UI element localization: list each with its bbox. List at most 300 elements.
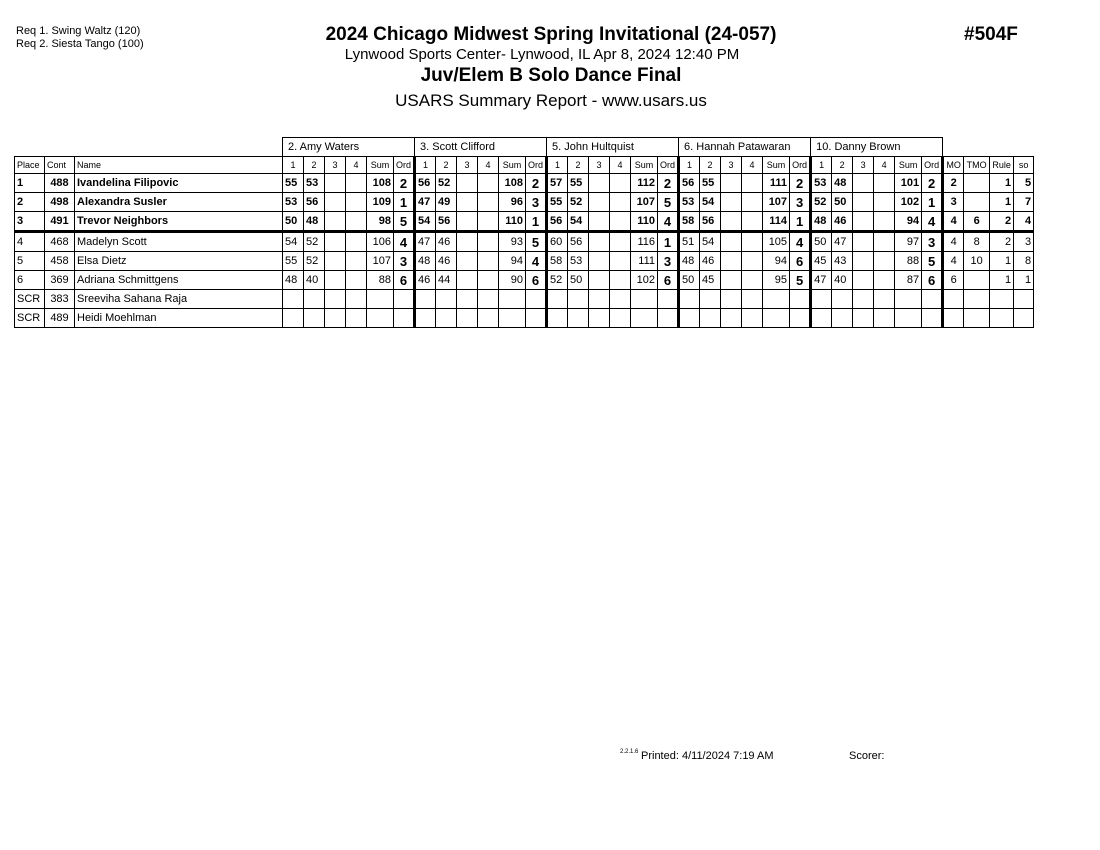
score-cell: 50 — [832, 193, 853, 212]
ordinal-cell — [922, 290, 943, 309]
score-cell — [589, 174, 610, 193]
score-cell — [874, 252, 895, 271]
table-row — [15, 174, 1034, 193]
tmo-cell — [964, 309, 990, 328]
score-cell — [610, 309, 631, 328]
venue-date: Lynwood Sports Center- Lynwood, IL Apr 8, 2024 12:40 PM — [344, 46, 740, 63]
tmo-cell — [964, 290, 990, 309]
score-cell: 47 — [415, 193, 436, 212]
col-header-score: 4 — [346, 157, 367, 174]
score-cell — [721, 290, 742, 309]
ordinal-cell: 6 — [526, 271, 547, 290]
place-cell: 3 — [15, 212, 45, 232]
so-cell: 4 — [1014, 212, 1034, 232]
score-cell — [457, 309, 478, 328]
score-cell — [436, 290, 457, 309]
score-cell: 52 — [304, 232, 325, 252]
rule-cell: 1 — [990, 252, 1014, 271]
score-cell — [346, 309, 367, 328]
rule-cell — [990, 309, 1014, 328]
score-cell — [415, 309, 436, 328]
ordinal-cell: 4 — [394, 232, 415, 252]
score-cell — [457, 174, 478, 193]
score-cell — [811, 309, 832, 328]
score-cell: 53 — [283, 193, 304, 212]
score-cell — [874, 193, 895, 212]
column-header-row — [15, 157, 1034, 174]
sum-cell — [499, 290, 526, 309]
score-cell — [589, 309, 610, 328]
score-cell: 47 — [832, 232, 853, 252]
ordinal-cell: 5 — [790, 271, 811, 290]
score-cell — [478, 174, 499, 193]
score-cell — [610, 193, 631, 212]
score-cell: 53 — [679, 193, 700, 212]
score-cell — [721, 212, 742, 232]
score-cell — [589, 193, 610, 212]
competition-title: 2024 Chicago Midwest Spring Invitational (24-057) — [325, 24, 777, 45]
table-row — [15, 212, 1034, 232]
col-header-score: Ord — [790, 157, 811, 174]
score-cell: 56 — [436, 212, 457, 232]
score-cell: 58 — [547, 252, 568, 271]
col-header-score: Sum — [499, 157, 526, 174]
table-row — [15, 232, 1034, 252]
sum-cell: 109 — [367, 193, 394, 212]
col-header-name: Name — [75, 157, 283, 174]
score-cell — [346, 290, 367, 309]
sum-cell: 106 — [367, 232, 394, 252]
ordinal-cell: 5 — [394, 212, 415, 232]
score-cell: 54 — [568, 212, 589, 232]
col-header-score: Ord — [526, 157, 547, 174]
place-cell: SCR — [15, 309, 45, 328]
rule-cell — [990, 290, 1014, 309]
skater-name: Alexandra Susler — [75, 193, 283, 212]
score-cell: 54 — [283, 232, 304, 252]
rule-cell: 1 — [990, 271, 1014, 290]
ordinal-cell: 2 — [790, 174, 811, 193]
mo-cell: 4 — [943, 252, 964, 271]
score-cell — [568, 290, 589, 309]
col-header-score: Ord — [658, 157, 679, 174]
score-cell — [346, 212, 367, 232]
col-header-score: 2 — [568, 157, 589, 174]
so-cell — [1014, 290, 1034, 309]
score-cell: 57 — [547, 174, 568, 193]
ordinal-cell: 3 — [922, 232, 943, 252]
sum-cell: 107 — [367, 252, 394, 271]
score-cell: 46 — [415, 271, 436, 290]
score-cell: 54 — [700, 232, 721, 252]
score-cell: 46 — [436, 252, 457, 271]
cont-cell: 468 — [45, 232, 75, 252]
score-cell — [325, 212, 346, 232]
score-cell: 40 — [832, 271, 853, 290]
score-cell — [742, 252, 763, 271]
ordinal-cell — [526, 290, 547, 309]
score-cell — [721, 174, 742, 193]
tmo-cell — [964, 193, 990, 212]
score-cell — [325, 193, 346, 212]
sum-cell: 94 — [763, 252, 790, 271]
col-header-score: 3 — [457, 157, 478, 174]
score-cell — [853, 212, 874, 232]
score-cell: 52 — [436, 174, 457, 193]
ordinal-cell: 6 — [922, 271, 943, 290]
skater-name: Ivandelina Filipovic — [75, 174, 283, 193]
col-header-tmo: TMO — [964, 157, 990, 174]
printed-timestamp: Printed: 4/11/2024 7:19 AM — [641, 750, 774, 762]
score-cell — [742, 290, 763, 309]
ordinal-cell: 4 — [526, 252, 547, 271]
ordinal-cell: 5 — [658, 193, 679, 212]
event-number: #504F — [964, 24, 1018, 45]
event-title: Juv/Elem B Solo Dance Final — [420, 65, 682, 86]
sum-cell: 112 — [631, 174, 658, 193]
score-cell: 56 — [679, 174, 700, 193]
sum-cell: 108 — [367, 174, 394, 193]
score-cell — [874, 232, 895, 252]
ordinal-cell: 2 — [658, 174, 679, 193]
score-cell — [853, 232, 874, 252]
score-cell — [478, 252, 499, 271]
cont-cell: 369 — [45, 271, 75, 290]
ordinal-cell: 2 — [922, 174, 943, 193]
score-cell — [325, 232, 346, 252]
table-row — [15, 290, 1034, 309]
sum-cell: 105 — [763, 232, 790, 252]
score-cell: 46 — [436, 232, 457, 252]
ordinal-cell: 3 — [790, 193, 811, 212]
score-cell: 48 — [283, 271, 304, 290]
so-cell: 1 — [1014, 271, 1034, 290]
ordinal-cell — [658, 290, 679, 309]
score-cell — [346, 271, 367, 290]
col-header-score: 3 — [853, 157, 874, 174]
col-header-score: 3 — [325, 157, 346, 174]
sum-cell — [763, 309, 790, 328]
ordinal-cell — [526, 309, 547, 328]
blank-cell — [15, 138, 283, 157]
score-cell — [478, 232, 499, 252]
score-cell — [610, 290, 631, 309]
sum-cell: 101 — [895, 174, 922, 193]
col-header-score: Ord — [394, 157, 415, 174]
score-cell — [478, 193, 499, 212]
score-cell: 52 — [811, 193, 832, 212]
table-row — [15, 252, 1034, 271]
score-cell: 55 — [700, 174, 721, 193]
col-header-score: Sum — [367, 157, 394, 174]
score-cell — [721, 309, 742, 328]
sum-cell: 90 — [499, 271, 526, 290]
skater-name: Sreeviha Sahana Raja — [75, 290, 283, 309]
ordinal-cell: 6 — [790, 252, 811, 271]
sum-cell: 111 — [631, 252, 658, 271]
score-cell: 45 — [700, 271, 721, 290]
score-cell: 46 — [700, 252, 721, 271]
mo-cell: 6 — [943, 271, 964, 290]
blank-cell — [943, 138, 1034, 157]
sum-cell: 107 — [631, 193, 658, 212]
place-cell: 4 — [15, 232, 45, 252]
sum-cell: 102 — [631, 271, 658, 290]
score-cell: 55 — [283, 174, 304, 193]
requirement-1: Req 1. Swing Waltz (120) — [16, 25, 141, 37]
score-cell: 50 — [568, 271, 589, 290]
score-cell — [589, 290, 610, 309]
mo-cell: 3 — [943, 193, 964, 212]
sum-cell: 94 — [895, 212, 922, 232]
cont-cell: 383 — [45, 290, 75, 309]
sum-cell — [895, 290, 922, 309]
col-header-score: 2 — [436, 157, 457, 174]
col-header-score: Ord — [922, 157, 943, 174]
ordinal-cell: 2 — [526, 174, 547, 193]
score-cell — [742, 232, 763, 252]
col-header-so: so — [1014, 157, 1034, 174]
score-cell — [547, 290, 568, 309]
score-cell: 52 — [568, 193, 589, 212]
score-cell: 46 — [832, 212, 853, 232]
col-header-score: 2 — [832, 157, 853, 174]
score-cell — [700, 290, 721, 309]
skater-name: Trevor Neighbors — [75, 212, 283, 232]
judge-name: 6. Hannah Patawaran — [679, 138, 811, 157]
score-cell — [568, 309, 589, 328]
score-cell — [325, 252, 346, 271]
sum-cell — [631, 290, 658, 309]
score-cell — [742, 193, 763, 212]
col-header-score: Sum — [895, 157, 922, 174]
score-cell — [325, 174, 346, 193]
mo-cell — [943, 309, 964, 328]
score-cell: 55 — [283, 252, 304, 271]
skater-name: Elsa Dietz — [75, 252, 283, 271]
score-cell — [457, 232, 478, 252]
cont-cell: 489 — [45, 309, 75, 328]
col-header-cont: Cont — [45, 157, 75, 174]
col-header-score: Sum — [763, 157, 790, 174]
score-cell: 48 — [679, 252, 700, 271]
score-cell — [346, 252, 367, 271]
col-header-mo: MO — [943, 157, 964, 174]
score-cell — [874, 174, 895, 193]
rule-cell: 2 — [990, 232, 1014, 252]
ordinal-cell: 4 — [922, 212, 943, 232]
col-header-score: 3 — [589, 157, 610, 174]
tmo-cell: 10 — [964, 252, 990, 271]
col-header-score: 4 — [742, 157, 763, 174]
skater-name: Adriana Schmittgens — [75, 271, 283, 290]
mo-cell: 2 — [943, 174, 964, 193]
sum-cell: 114 — [763, 212, 790, 232]
sum-cell: 88 — [367, 271, 394, 290]
ordinal-cell: 2 — [394, 174, 415, 193]
score-cell: 54 — [415, 212, 436, 232]
ordinal-cell: 5 — [922, 252, 943, 271]
ordinal-cell: 6 — [658, 271, 679, 290]
ordinal-cell: 5 — [526, 232, 547, 252]
ordinal-cell: 1 — [526, 212, 547, 232]
col-header-score: 4 — [874, 157, 895, 174]
ordinal-cell: 3 — [526, 193, 547, 212]
col-header-score: 3 — [721, 157, 742, 174]
score-cell — [325, 271, 346, 290]
sum-cell — [895, 309, 922, 328]
score-cell — [346, 193, 367, 212]
ordinal-cell — [658, 309, 679, 328]
mo-cell — [943, 290, 964, 309]
mo-cell: 4 — [943, 212, 964, 232]
score-cell — [853, 252, 874, 271]
score-cell — [589, 232, 610, 252]
cont-cell: 498 — [45, 193, 75, 212]
place-cell: SCR — [15, 290, 45, 309]
col-header-score: 1 — [283, 157, 304, 174]
ordinal-cell: 6 — [394, 271, 415, 290]
score-cell — [415, 290, 436, 309]
judge-name: 10. Danny Brown — [811, 138, 943, 157]
judge-header-row — [15, 138, 1034, 157]
sum-cell: 110 — [499, 212, 526, 232]
col-header-score: 1 — [415, 157, 436, 174]
score-cell — [304, 290, 325, 309]
place-cell: 6 — [15, 271, 45, 290]
score-cell: 47 — [811, 271, 832, 290]
score-cell: 55 — [547, 193, 568, 212]
score-cell — [874, 309, 895, 328]
score-cell — [853, 290, 874, 309]
score-cell — [874, 212, 895, 232]
score-cell — [478, 290, 499, 309]
cont-cell: 488 — [45, 174, 75, 193]
ordinal-cell: 3 — [394, 252, 415, 271]
ordinal-cell: 1 — [394, 193, 415, 212]
table-row — [15, 271, 1034, 290]
place-cell: 2 — [15, 193, 45, 212]
score-cell — [874, 290, 895, 309]
judge-name: 5. John Hultquist — [547, 138, 679, 157]
col-header-rule: Rule — [990, 157, 1014, 174]
sum-cell: 94 — [499, 252, 526, 271]
score-cell — [457, 193, 478, 212]
score-cell: 53 — [304, 174, 325, 193]
score-cell: 48 — [811, 212, 832, 232]
score-cell: 53 — [568, 252, 589, 271]
score-cell: 51 — [679, 232, 700, 252]
ordinal-cell: 3 — [658, 252, 679, 271]
col-header-score: 2 — [700, 157, 721, 174]
ordinal-cell — [394, 290, 415, 309]
score-cell: 52 — [547, 271, 568, 290]
tmo-cell — [964, 174, 990, 193]
score-cell — [832, 290, 853, 309]
score-cell: 49 — [436, 193, 457, 212]
col-header-score: 1 — [679, 157, 700, 174]
rule-cell: 1 — [990, 193, 1014, 212]
col-header-place: Place — [15, 157, 45, 174]
rule-cell: 1 — [990, 174, 1014, 193]
score-cell: 58 — [679, 212, 700, 232]
sum-cell: 111 — [763, 174, 790, 193]
score-cell — [346, 232, 367, 252]
score-cell — [742, 212, 763, 232]
mo-cell: 4 — [943, 232, 964, 252]
skater-name: Madelyn Scott — [75, 232, 283, 252]
sum-cell: 102 — [895, 193, 922, 212]
tmo-cell: 6 — [964, 212, 990, 232]
score-cell — [589, 212, 610, 232]
sum-cell: 98 — [367, 212, 394, 232]
cont-cell: 458 — [45, 252, 75, 271]
ordinal-cell: 4 — [658, 212, 679, 232]
requirement-2: Req 2. Siesta Tango (100) — [16, 38, 144, 50]
score-cell — [832, 309, 853, 328]
score-cell — [457, 212, 478, 232]
so-cell: 8 — [1014, 252, 1034, 271]
score-cell — [304, 309, 325, 328]
score-cell — [742, 174, 763, 193]
score-cell: 45 — [811, 252, 832, 271]
score-cell — [610, 174, 631, 193]
score-cell — [346, 174, 367, 193]
score-cell — [610, 232, 631, 252]
ordinal-cell: 1 — [658, 232, 679, 252]
so-cell: 3 — [1014, 232, 1034, 252]
score-cell: 50 — [811, 232, 832, 252]
score-cell: 40 — [304, 271, 325, 290]
ordinal-cell: 4 — [790, 232, 811, 252]
col-header-score: 4 — [610, 157, 631, 174]
version-label: 2.2.1.6 — [620, 749, 639, 755]
score-cell — [679, 290, 700, 309]
report-title: USARS Summary Report - www.usars.us — [395, 91, 707, 110]
col-header-score: 4 — [478, 157, 499, 174]
table-row — [15, 309, 1034, 328]
sum-cell: 108 — [499, 174, 526, 193]
score-cell — [811, 290, 832, 309]
sum-cell: 87 — [895, 271, 922, 290]
ordinal-cell — [790, 290, 811, 309]
sum-cell: 107 — [763, 193, 790, 212]
sum-cell — [367, 290, 394, 309]
col-header-score: Sum — [631, 157, 658, 174]
results-table — [14, 137, 1034, 328]
score-cell — [283, 290, 304, 309]
score-cell: 48 — [832, 174, 853, 193]
score-cell — [721, 232, 742, 252]
sum-cell — [499, 309, 526, 328]
rule-cell: 2 — [990, 212, 1014, 232]
score-cell — [721, 193, 742, 212]
score-cell: 47 — [415, 232, 436, 252]
score-cell — [853, 309, 874, 328]
ordinal-cell — [790, 309, 811, 328]
score-cell — [742, 309, 763, 328]
score-cell — [457, 252, 478, 271]
score-cell — [436, 309, 457, 328]
sum-cell: 93 — [499, 232, 526, 252]
score-cell — [853, 271, 874, 290]
sum-cell: 110 — [631, 212, 658, 232]
ordinal-cell — [922, 309, 943, 328]
place-cell: 5 — [15, 252, 45, 271]
score-cell: 56 — [547, 212, 568, 232]
sum-cell — [367, 309, 394, 328]
score-cell — [700, 309, 721, 328]
